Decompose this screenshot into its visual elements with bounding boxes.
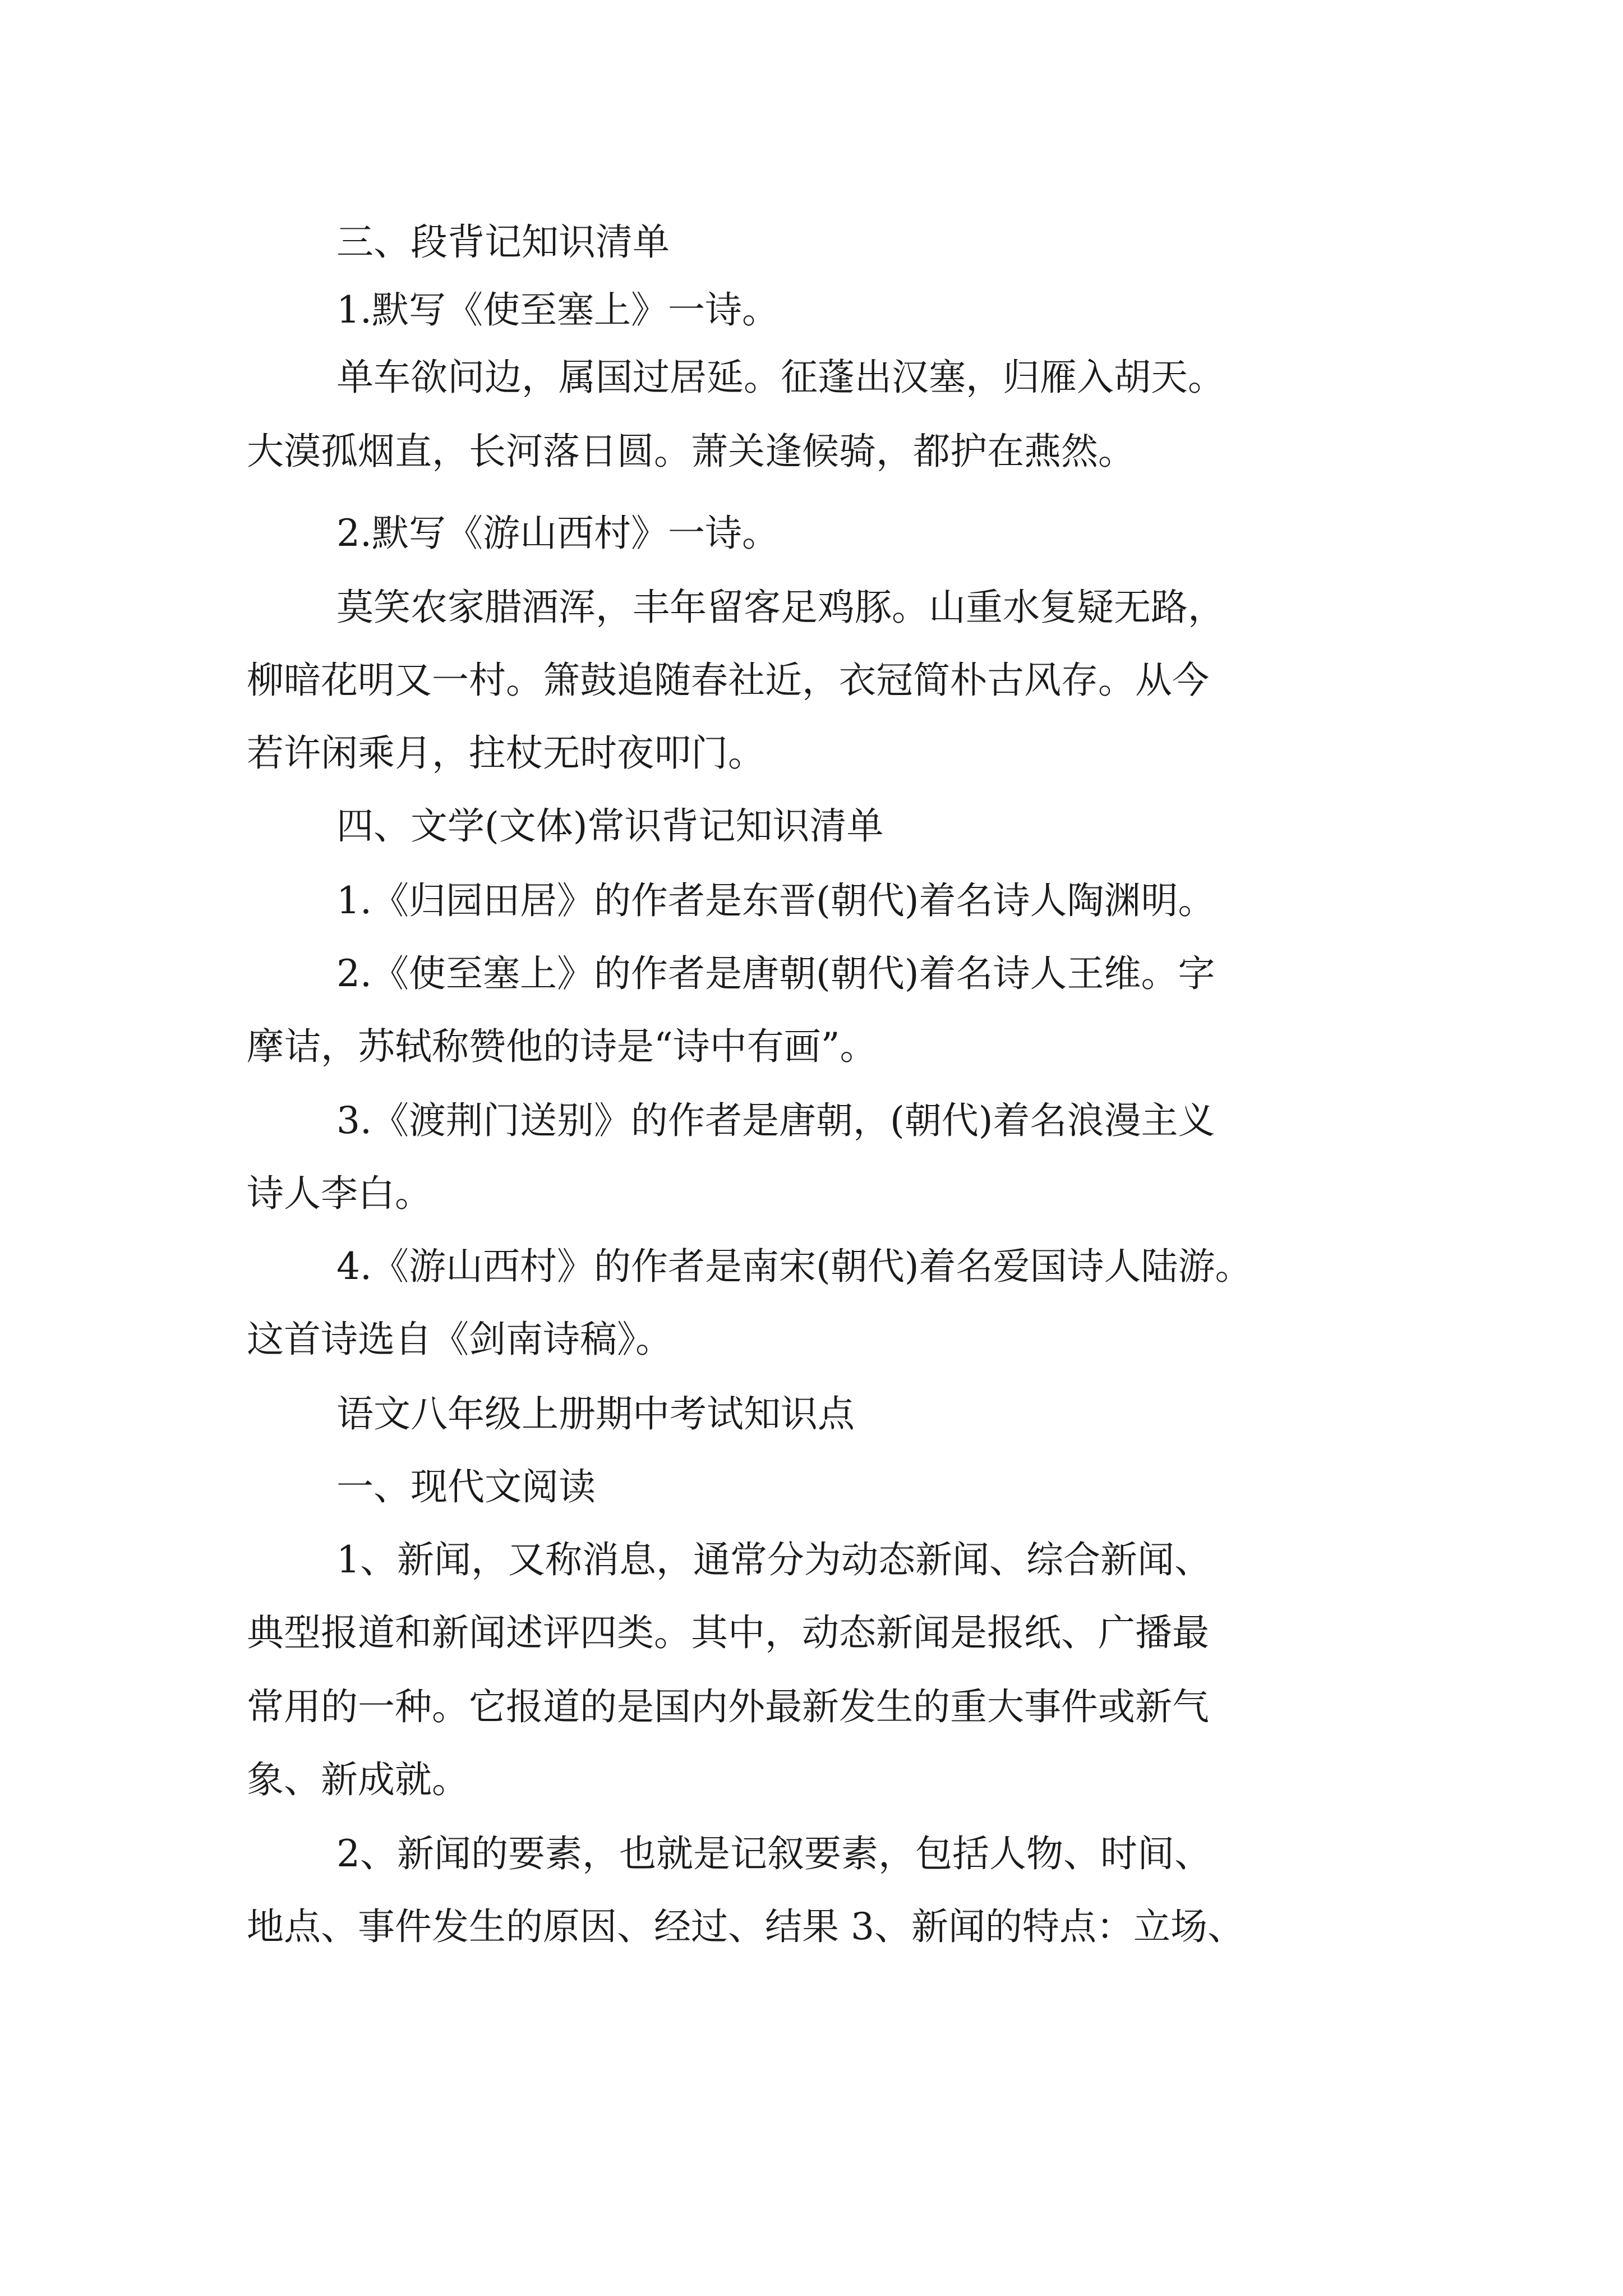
item-2-dictation: 2.默写《游山西村》一诗。 [336,512,779,555]
section-heading-3: 三、段背记知识清单 [336,220,670,264]
news-point-1-cont-1: 典型报道和新闻述评四类。其中，动态新闻是报纸、广播最 [247,1611,1209,1654]
poem-2-line-2: 柳暗花明又一村。箫鼓追随春社近，衣冠简朴古风存。从今 [247,659,1209,702]
poem-2-line-3: 若许闲乘月，拄杖无时夜叩门。 [247,731,765,775]
poem-1-line-1: 单车欲问边，属国过居延。征蓬出汉塞，归雁入胡天。 [336,356,1225,399]
document-title: 语文八年级上册期中考试知识点 [336,1392,855,1435]
literature-item-4: 4.《游山西村》的作者是南宋(朝代)着名爱国诗人陆游。 [336,1245,1252,1288]
news-point-1-cont-3: 象、新成就。 [247,1758,469,1801]
poem-2-line-1: 莫笑农家腊酒浑，丰年留客足鸡豚。山重水复疑无路， [336,586,1225,629]
section-heading-4: 四、文学(文体)常识背记知识清单 [336,804,884,848]
news-point-1: 1、新闻，又称消息，通常分为动态新闻、综合新闻、 [336,1538,1211,1581]
literature-item-3-cont: 诗人李白。 [247,1172,432,1215]
news-point-2-cont: 地点、事件发生的原因、经过、结果 3、新闻的特点：立场、 [247,1905,1244,1948]
news-point-2: 2、新闻的要素，也就是记叙要素，包括人物、时间、 [336,1832,1211,1875]
literature-item-1: 1.《归园田居》的作者是东晋(朝代)着名诗人陶渊明。 [336,879,1215,922]
literature-item-2-cont: 摩诘，苏轼称赞他的诗是“诗中有画”。 [247,1025,877,1068]
literature-item-4-cont: 这首诗选自《剑南诗稿》。 [247,1318,672,1361]
section-heading-1: 一、现代文阅读 [336,1465,596,1508]
item-1-dictation: 1.默写《使至塞上》一诗。 [336,288,779,332]
literature-item-2: 2.《使至塞上》的作者是唐朝(朝代)着名诗人王维。字 [336,952,1215,995]
news-point-1-cont-2: 常用的一种。它报道的是国内外最新发生的重大事件或新气 [247,1685,1209,1728]
poem-1-line-2: 大漠孤烟直，长河落日圆。萧关逢候骑，都护在燕然。 [247,430,1135,473]
literature-item-3: 3.《渡荆门送别》的作者是唐朝，(朝代)着名浪漫主义 [336,1099,1215,1142]
